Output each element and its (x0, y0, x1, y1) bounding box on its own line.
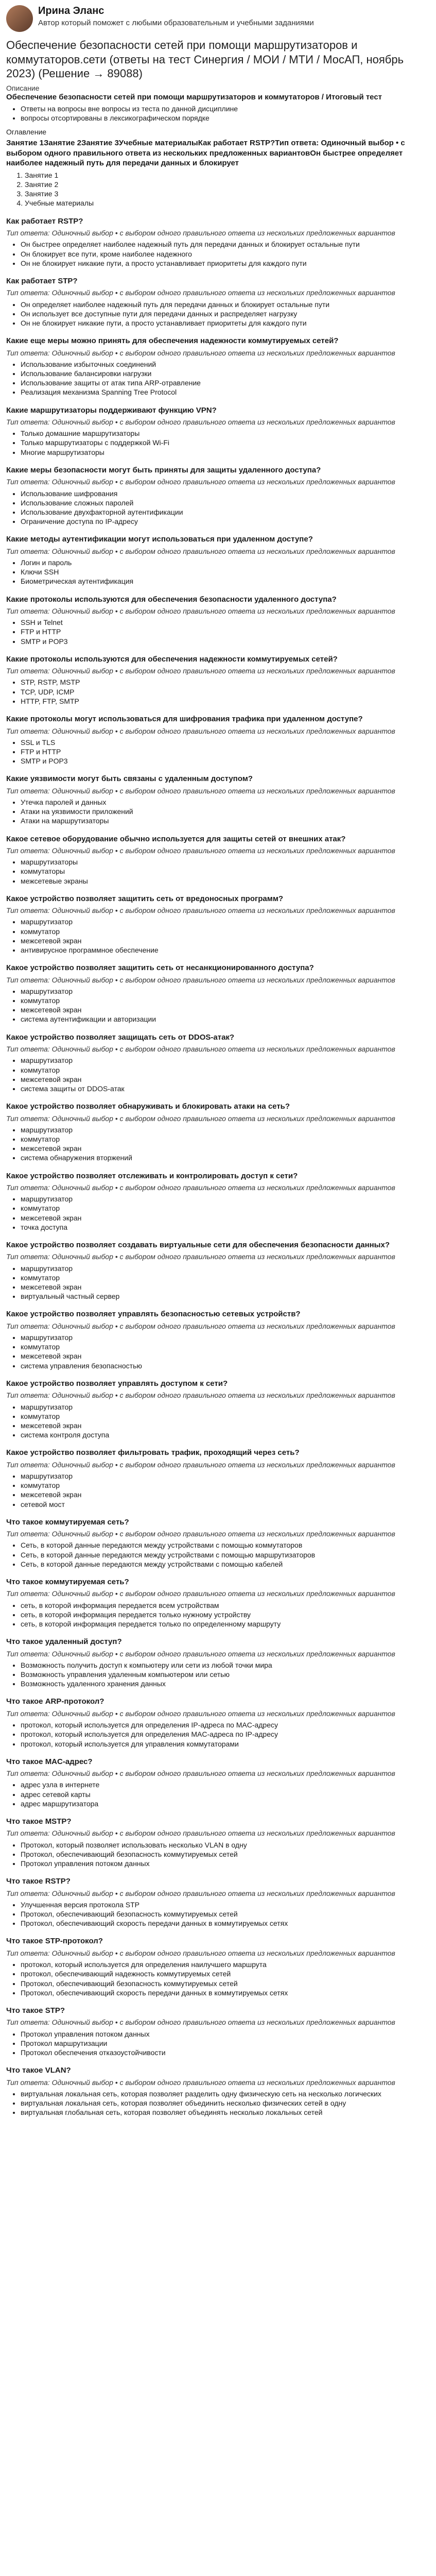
answer-option: • Улучшенная версия протокола STP (21, 1900, 430, 1909)
answer-option: • коммутатор (21, 1481, 430, 1490)
answer-type-note: Тип ответа: Одиночный выбор • с выбором одного правильного ответа из нескольких предложенных вариантов (6, 418, 395, 427)
answer-options (6, 1900, 430, 1928)
answer-options (6, 677, 430, 706)
answer-option: • Использование защиты от атак типа ARP-отравление (21, 378, 430, 387)
answer-option: • виртуальный частный сервер (21, 1292, 430, 1301)
answer-type-note: Тип ответа: Одиночный выбор • с выбором одного правильного ответа из нескольких предложенных вариантов (6, 1114, 395, 1123)
answer-option: • виртуальная локальная сеть, которая позволяет объединить несколько физических сетей в одну (21, 2098, 430, 2108)
question-block (6, 894, 430, 955)
answer-option: • адрес сетевой карты (21, 1790, 430, 1799)
question-title: Какие протоколы могут использоваться для шифрования трафика при удаленном доступе? (6, 715, 363, 723)
answer-option: • Он блокирует все пути, кроме наиболее надежного (21, 249, 430, 259)
answer-type-note: Тип ответа: Одиночный выбор • с выбором одного правильного ответа из нескольких предложенных вариантов (6, 547, 395, 555)
answer-options (6, 798, 430, 826)
question-block (6, 963, 430, 1024)
answer-option: • Использование шифрования (21, 489, 430, 498)
answer-option: • точка доступа (21, 1223, 430, 1232)
answer-options (6, 1056, 430, 1093)
answer-option: • сеть, в которой информация передается только по определенному маршруту (21, 1619, 430, 1629)
answer-option: • Протокол маршрутизации (21, 2039, 430, 2048)
answer-options (6, 1264, 430, 1301)
answer-option: • протокол, обеспечивающий надежность коммутируемых сетей (21, 1969, 430, 1978)
answer-options (6, 618, 430, 646)
answer-type-note: Тип ответа: Одиночный выбор • с выбором одного правильного ответа из нескольких предложенных вариантов (6, 1589, 395, 1598)
answer-options (6, 1780, 430, 1808)
question-block (6, 1637, 430, 1688)
question-title: Какое устройство позволяет защищать сеть от DDOS-атак? (6, 1032, 235, 1042)
answer-option: • Протокол, который позволяет использовать несколько VLAN в одну (21, 1840, 430, 1850)
question-title: Какое устройство позволяет создавать виртуальные сети для обеспечения безопасности данных? (6, 1240, 390, 1249)
question-block (6, 2065, 430, 2117)
question-block (6, 1577, 430, 1629)
answer-type-note: Тип ответа: Одиночный выбор • с выбором одного правильного ответа из нескольких предложенных вариантов (6, 1183, 395, 1192)
answer-option: • межсетевой экран (21, 1490, 430, 1499)
answer-option: • Реализация механизма Spanning Tree Protocol (21, 387, 430, 397)
answer-option: • коммутатор (21, 927, 430, 936)
answer-type-note: Тип ответа: Одиночный выбор • с выбором одного правильного ответа из нескольких предложенных вариантов (6, 2018, 395, 2027)
answer-option: • Ключи SSH (21, 567, 430, 577)
answer-options (6, 2029, 430, 2058)
question-title: Что такое коммутируемая сеть? (6, 1517, 129, 1527)
answer-option: • межсетевой экран (21, 1213, 430, 1223)
answer-option: • Сеть, в которой данные передаются между устройствами с помощью коммутаторов (21, 1540, 430, 1550)
answer-option: • протокол, который используется для управления коммутаторами (21, 1739, 430, 1749)
answer-options (6, 360, 430, 397)
answer-type-note: Тип ответа: Одиночный выбор • с выбором одного правильного ответа из нескольких предложенных вариантов (6, 1391, 395, 1400)
answer-option: • Он не блокирует никакие пути, а просто устанавливает приоритеты для каждого пути (21, 318, 430, 328)
question-title: Какое устройство позволяет защитить сеть от несанкционированного доступа? (6, 963, 314, 973)
avatar[interactable] (6, 5, 33, 32)
answer-option: • маршрутизатор (21, 1333, 430, 1342)
answer-option: • маршрутизаторы (21, 857, 430, 867)
question-title: Что такое коммутируемая сеть? (6, 1577, 129, 1586)
question-block (6, 1379, 430, 1439)
question-title: Какие меры безопасности могут быть приняты для защиты удаленного доступа? (6, 465, 321, 474)
answer-option: • TCP, UDP, ICMP (21, 687, 430, 697)
answer-options (6, 1125, 430, 1163)
answer-type-note: Тип ответа: Одиночный выбор • с выбором одного правильного ответа из нескольких предложенных вариантов (6, 906, 395, 915)
answer-option: • система контроля доступа (21, 1430, 430, 1439)
description-title: Обеспечение безопасности сетей при помощи маршрутизаторов и коммутаторов / Итоговый тест (6, 92, 382, 101)
question-title: Что такое MAC-адрес? (6, 1757, 93, 1766)
question-block (6, 1171, 430, 1232)
question-title: Какие еще меры можно принять для обеспечения надежности коммутируемых сетей? (6, 336, 339, 346)
answer-option: • система управления безопасностью (21, 1361, 430, 1370)
question-block (6, 774, 430, 825)
answer-type-note: Тип ответа: Одиночный выбор • с выбором одного правильного ответа из нескольких предложенных вариантов (6, 1889, 395, 1897)
question-title: Что такое удаленный доступ? (6, 1637, 122, 1647)
answer-options (6, 429, 430, 457)
answer-option: • коммутатор (21, 1204, 430, 1213)
answer-option: • Протокол, обеспечивающий скорость передачи данных в коммутируемых сетях (21, 1919, 430, 1928)
list-item: • Ответы на вопросы вне вопросы из теста по данной дисциплине (21, 104, 430, 113)
answer-option: • межсетевой экран (21, 1005, 430, 1014)
answer-option: • сетевой мост (21, 1500, 430, 1509)
answer-option: • сеть, в которой информация передается всем устройствам (21, 1601, 430, 1610)
answer-option: • HTTP, FTP, SMTP (21, 697, 430, 706)
answer-option: • антивирусное программное обеспечение (21, 945, 430, 955)
answer-options (6, 1660, 430, 1689)
answer-option: • система аутентификации и авторизации (21, 1014, 430, 1024)
answer-option: • коммутатор (21, 1342, 430, 1351)
answer-option: • маршрутизатор (21, 1264, 430, 1273)
question-title: Что такое STP? (6, 2006, 65, 2015)
answer-options (6, 240, 430, 268)
answer-option: • система обнаружения вторжений (21, 1153, 430, 1162)
table-of-contents (6, 171, 430, 208)
answer-option: • Возможность удаленного хранения данных (21, 1679, 430, 1688)
question-title: Какое устройство позволяет защитить сеть от вредоносных программ? (6, 894, 284, 903)
question-title: Что такое VLAN? (6, 2066, 71, 2075)
answer-type-note: Тип ответа: Одиночный выбор • с выбором одного правильного ответа из нескольких предложенных вариантов (6, 607, 395, 615)
answer-options (6, 1333, 430, 1370)
answer-option: • межсетевой экран (21, 1144, 430, 1153)
question-block (6, 1936, 430, 1997)
answer-option: • Возможность управления удаленным компьютером или сетью (21, 1670, 430, 1679)
answer-option: • система защиты от DDOS-атак (21, 1084, 430, 1093)
document-title: Обеспечение безопасности сетей при помощи маршрутизаторов и коммутаторов.сети (ответы на тест Синергия / МОИ / МТИ / МосАП, ноябрь 2023) (Решение → 89088) (6, 39, 404, 80)
question-block (6, 1697, 430, 1748)
answer-type-note: Тип ответа: Одиночный выбор • с выбором одного правильного ответа из нескольких предложенных вариантов (6, 229, 395, 238)
question-title: Что такое MSTP? (6, 1817, 72, 1826)
answer-option: • виртуальная глобальная сеть, которая позволяет объединять несколько локальных сетей (21, 2108, 430, 2117)
answer-type-note: Тип ответа: Одиночный выбор • с выбором одного правильного ответа из нескольких предложенных вариантов (6, 1460, 395, 1469)
question-title: Какие методы аутентификации могут использоваться при удаленном доступе? (6, 535, 313, 544)
answer-options (6, 1540, 430, 1569)
answer-option: • межсетевые экраны (21, 876, 430, 886)
answer-option: • Он использует все доступные пути для передачи данных и распределяет нагрузку (21, 309, 430, 318)
answer-option: • маршрутизатор (21, 987, 430, 996)
question-title: Какие протоколы используются для обеспечения безопасности удаленного доступа? (6, 595, 337, 604)
answer-option: • коммутаторы (21, 867, 430, 876)
answer-option: • Использование избыточных соединений (21, 360, 430, 369)
question-block (6, 2006, 430, 2057)
answer-type-note: Тип ответа: Одиночный выбор • с выбором одного правильного ответа из нескольких предложенных вариантов (6, 478, 395, 486)
author-name[interactable]: Ирина Эланс (38, 5, 104, 16)
answer-option: • Сеть, в которой данные передаются между устройствами с помощью кабелей (21, 1560, 430, 1569)
answer-options (6, 1720, 430, 1749)
answer-option: • межсетевой экран (21, 1075, 430, 1084)
answer-option: • Использование сложных паролей (21, 498, 430, 507)
question-title: Какое устройство позволяет управлять безопасностью сетевых устройств? (6, 1310, 301, 1319)
answer-option: • STP, RSTP, MSTP (21, 677, 430, 687)
answer-options (6, 2089, 430, 2117)
question-block (6, 595, 430, 646)
answer-option: • FTP и HTTP (21, 627, 430, 636)
answer-type-note: Тип ответа: Одиночный выбор • с выбором одного правильного ответа из нескольких предложенных вариантов (6, 289, 395, 297)
answer-type-note: Тип ответа: Одиночный выбор • с выбором одного правильного ответа из нескольких предложенных вариантов (6, 975, 395, 984)
answer-option: • SSL и TLS (21, 738, 430, 747)
answer-option: • Сеть, в которой данные передаются между устройствами с помощью маршрутизаторов (21, 1550, 430, 1560)
list-item: • вопросы отсортированы в лексикографическом порядке (21, 113, 430, 123)
question-title: Какие протоколы используются для обеспечения надежности коммутируемых сетей? (6, 654, 338, 664)
answer-option: • Возможность получить доступ к компьютеру или сети из любой точки мира (21, 1660, 430, 1670)
answer-option: • коммутатор (21, 996, 430, 1005)
answer-option: • Логин и пароль (21, 558, 430, 567)
answer-options (6, 1840, 430, 1869)
answer-type-note: Тип ответа: Одиночный выбор • с выбором одного правильного ответа из нескольких предложенных вариантов (6, 786, 395, 795)
answer-option: • межсетевой экран (21, 1421, 430, 1430)
question-title: Что такое ARP-протокол? (6, 1697, 104, 1706)
answer-option: • Атаки на маршрутизаторы (21, 816, 430, 825)
answer-option: • протокол, который используется для определения IP-адреса по MAC-адресу (21, 1720, 430, 1730)
answer-option: • протокол, который используется для определения MAC-адреса по IP-адресу (21, 1730, 430, 1739)
toc-item[interactable]: 3. Занятие 3 (25, 189, 430, 198)
question-block (6, 1032, 430, 1093)
answer-type-note: Тип ответа: Одиночный выбор • с выбором одного правильного ответа из нескольких предложенных вариантов (6, 1045, 395, 1054)
answer-option: • Биометрическая аутентификация (21, 577, 430, 586)
answer-type-note: Тип ответа: Одиночный выбор • с выбором одного правильного ответа из нескольких предложенных вариантов (6, 726, 395, 735)
answer-option: • Утечка паролей и данных (21, 798, 430, 807)
answer-type-note: Тип ответа: Одиночный выбор • с выбором одного правильного ответа из нескольких предложенных вариантов (6, 1948, 395, 1957)
question-block (6, 1757, 430, 1808)
answer-option: • протокол, который используется для определения наилучшего маршрута (21, 1960, 430, 1969)
question-title: Какие уязвимости могут быть связаны с удаленным доступом? (6, 774, 253, 784)
answer-option: • Протокол, обеспечивающий безопасность коммутируемых сетей (21, 1979, 430, 1988)
answer-option: • Использование двухфакторной аутентификации (21, 507, 430, 517)
answer-type-note: Тип ответа: Одиночный выбор • с выбором одного правильного ответа из нескольких предложенных вариантов (6, 846, 395, 855)
question-title: Что такое RSTP? (6, 1877, 71, 1886)
question-block (6, 405, 430, 457)
question-block (6, 1240, 430, 1301)
question-block (6, 216, 430, 268)
answer-option: • сеть, в которой информация передается только нужному устройству (21, 1610, 430, 1619)
question-title: Какое устройство позволяет фильтровать трафик, проходящий через сеть? (6, 1448, 300, 1458)
answer-option: • Протокол обеспечения отказоустойчивости (21, 2048, 430, 2057)
answer-option: • Только маршрутизаторы с поддержкой Wi-Fi (21, 438, 430, 447)
answer-type-note: Тип ответа: Одиночный выбор • с выбором одного правильного ответа из нескольких предложенных вариантов (6, 1769, 395, 1778)
answer-options (6, 738, 430, 766)
description-label: Описание (6, 83, 40, 92)
question-block (6, 276, 430, 328)
question-block (6, 1309, 430, 1370)
answer-option: • маршрутизатор (21, 1471, 430, 1481)
answer-option: • SSH и Telnet (21, 618, 430, 627)
question-title: Какое сетевое оборудование обычно используется для защиты сетей от внешних атак? (6, 834, 346, 843)
answer-options (6, 1402, 430, 1440)
answer-type-note: Тип ответа: Одиночный выбор • с выбором одного правильного ответа из нескольких предложенных вариантов (6, 667, 395, 675)
question-block (6, 834, 430, 886)
answer-option: • Только домашние маршрутизаторы (21, 429, 430, 438)
answer-option: • Протокол, обеспечивающий безопасность коммутируемых сетей (21, 1850, 430, 1859)
answer-option: • коммутатор (21, 1065, 430, 1075)
answer-type-note: Тип ответа: Одиночный выбор • с выбором одного правильного ответа из нескольких предложенных вариантов (6, 1252, 395, 1261)
contents-intro: Занятие 1Занятие 2Занятие 3Учебные материалыКак работает RSTP?Тип ответа: Одиночный выбор • с выбором одного правильного ответа из нескольких предложенных вариантовОн быстрее определяет наиболее надежный путь для передачи данных и блокирует (6, 139, 405, 168)
question-block (6, 714, 430, 766)
answer-options (6, 489, 430, 527)
answer-option: • виртуальная локальная сеть, которая позволяет разделить одну физическую сеть на несколько логических (21, 2089, 430, 2098)
question-block (6, 1101, 430, 1162)
question-block (6, 1876, 430, 1928)
answer-option: • коммутатор (21, 1273, 430, 1282)
answer-option: • маршрутизатор (21, 1194, 430, 1204)
toc-item[interactable]: 4. Учебные материалы (25, 198, 430, 208)
question-title: Какое устройство позволяет отслеживать и контролировать доступ к сети? (6, 1171, 298, 1180)
description-list (6, 104, 430, 123)
answer-type-note: Тип ответа: Одиночный выбор • с выбором одного правильного ответа из нескольких предложенных вариантов (6, 2078, 395, 2087)
question-block (6, 534, 430, 586)
question-title: Какое устройство позволяет управлять доступом к сети? (6, 1379, 228, 1388)
question-block (6, 336, 430, 397)
answer-option: • маршрутизатор (21, 1402, 430, 1412)
author-info (38, 5, 314, 28)
questions-list (6, 216, 430, 2117)
answer-option: • Использование балансировки нагрузки (21, 369, 430, 378)
answer-option: • маршрутизатор (21, 1125, 430, 1134)
question-block (6, 1448, 430, 1509)
answer-option: • маршрутизатор (21, 917, 430, 926)
answer-option: • Он определяет наиболее надежный путь для передачи данных и блокирует остальные пути (21, 300, 430, 309)
answer-options (6, 987, 430, 1024)
author-bio: Автор который поможет с любыми образовательным и учебными заданиями (38, 19, 314, 27)
author-block (6, 5, 430, 32)
answer-options (6, 558, 430, 586)
question-title: Какое устройство позволяет обнаруживать и блокировать атаки на сеть? (6, 1102, 290, 1111)
answer-option: • коммутатор (21, 1134, 430, 1144)
answer-options (6, 1960, 430, 1997)
answer-type-note: Тип ответа: Одиночный выбор • с выбором одного правильного ответа из нескольких предложенных вариантов (6, 1649, 395, 1658)
answer-options (6, 300, 430, 328)
question-block (6, 465, 430, 526)
answer-option: • межсетевой экран (21, 1282, 430, 1292)
answer-options (6, 1471, 430, 1509)
answer-options (6, 917, 430, 955)
answer-options (6, 857, 430, 886)
answer-option: • FTP и HTTP (21, 747, 430, 756)
answer-type-note: Тип ответа: Одиночный выбор • с выбором одного правильного ответа из нескольких предложенных вариантов (6, 348, 395, 357)
answer-option: • коммутатор (21, 1412, 430, 1421)
question-title: Как работает STP? (6, 276, 78, 285)
question-title: Что такое STP-протокол? (6, 1937, 103, 1946)
question-block (6, 1517, 430, 1569)
answer-option: • Протокол, обеспечивающий безопасность коммутируемых сетей (21, 1909, 430, 1919)
contents-label: Оглавление (6, 128, 47, 137)
answer-option: • Атаки на уязвимости приложений (21, 807, 430, 816)
answer-option: • Он быстрее определяет наиболее надежный путь для передачи данных и блокирует остальные пути (21, 240, 430, 249)
toc-item[interactable]: 1. Занятие 1 (25, 171, 430, 180)
answer-option: • Протокол управления потоком данных (21, 1859, 430, 1868)
question-title: Как работает RSTP? (6, 216, 83, 226)
answer-options (6, 1194, 430, 1232)
answer-option: • межсетевой экран (21, 1351, 430, 1361)
answer-type-note: Тип ответа: Одиночный выбор • с выбором одного правильного ответа из нескольких предложенных вариантов (6, 1829, 395, 1838)
question-block (6, 1817, 430, 1868)
answer-type-note: Тип ответа: Одиночный выбор • с выбором одного правильного ответа из нескольких предложенных вариантов (6, 1709, 395, 1718)
answer-type-note: Тип ответа: Одиночный выбор • с выбором одного правильного ответа из нескольких предложенных вариантов (6, 1321, 395, 1330)
answer-option: • Протокол управления потоком данных (21, 2029, 430, 2039)
answer-option: • межсетевой экран (21, 936, 430, 945)
answer-type-note: Тип ответа: Одиночный выбор • с выбором одного правильного ответа из нескольких предложенных вариантов (6, 1530, 395, 1538)
answer-option: • SMTP и POP3 (21, 637, 430, 646)
toc-item[interactable]: 2. Занятие 2 (25, 180, 430, 189)
answer-option: • Ограничение доступа по IP-адресу (21, 517, 430, 526)
answer-option: • Многие маршрутизаторы (21, 448, 430, 457)
answer-option: • адрес маршрутизатора (21, 1799, 430, 1808)
answer-options (6, 1601, 430, 1629)
answer-option: • SMTP и POP3 (21, 756, 430, 766)
answer-option: • адрес узла в интернете (21, 1780, 430, 1789)
answer-option: • маршрутизатор (21, 1056, 430, 1065)
question-title: Какие маршрутизаторы поддерживают функцию VPN? (6, 405, 217, 415)
answer-option: • Он не блокирует никакие пути, а просто устанавливает приоритеты для каждого пути (21, 259, 430, 268)
answer-option: • Протокол, обеспечивающий скорость передачи данных в коммутируемых сетях (21, 1988, 430, 1997)
question-block (6, 654, 430, 706)
